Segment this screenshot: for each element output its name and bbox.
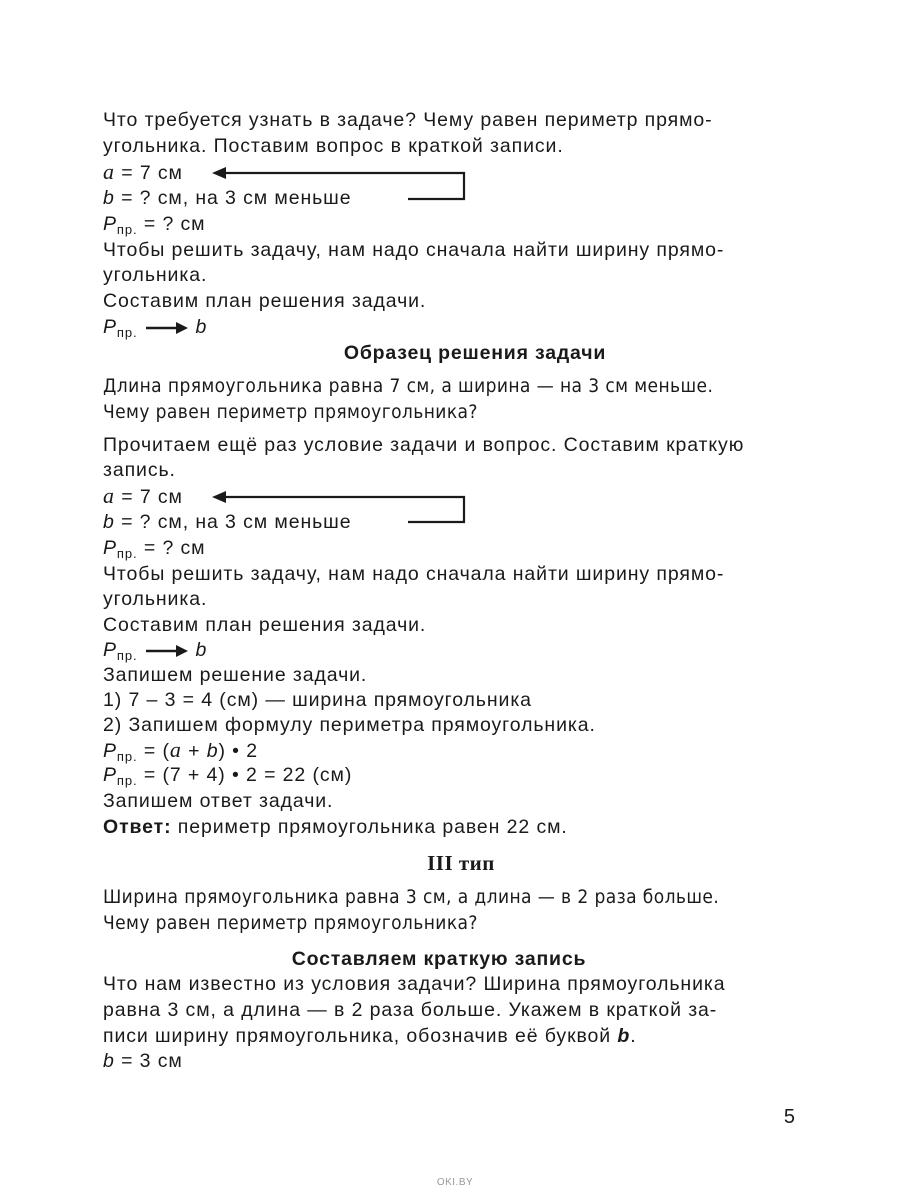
formula-p-sub: пр. — [116, 749, 138, 764]
plan2-line — [103, 638, 207, 662]
note1-p-var: P — [103, 213, 117, 235]
final-line-3-text: писи ширину прямоугольника, обозначив её буквой — [103, 1025, 618, 1047]
note1-p-value: = ? см — [137, 213, 206, 235]
formula-close: ) • 2 — [218, 740, 258, 762]
note1-b-var: b — [103, 187, 115, 209]
task3-line-1: Ширина прямоугольника равна 3 см, а длина — в 2 раза больше. — [103, 886, 720, 908]
watermark: OKI.BY — [436, 1177, 474, 1188]
note1-a-var: a — [103, 159, 115, 184]
note2-b-var: b — [103, 511, 115, 533]
note1-a-value: = 7 см — [114, 162, 183, 184]
para1-line-1: Чтобы решить задачу, нам надо сначала найти ширину прямо- — [103, 239, 725, 261]
solution-step-1: 1) 7 – 3 = 4 (см) — ширина прямоугольника — [103, 689, 532, 711]
plan2-b-var: b — [195, 639, 208, 661]
answer-text: периметр прямоугольника равен 22 см. — [171, 816, 568, 838]
final-line-3 — [103, 1024, 637, 1048]
para2-line-1: Чтобы решить задачу, нам надо сначала найти ширину прямо- — [103, 563, 725, 585]
final-line-2: равна 3 см, а длина — в 2 раза больше. Укажем в краткой за- — [103, 999, 718, 1021]
formula-plus: + — [181, 740, 207, 762]
note1-b-value: = ? см, на 3 см меньше — [114, 187, 352, 209]
note1-p-sub: пр. — [116, 222, 138, 237]
final-line-3-var: b — [617, 1025, 631, 1047]
note2-p-sub: пр. — [116, 546, 138, 561]
final-line-1: Что нам известно из условия задачи? Ширина прямоугольника — [103, 973, 726, 995]
reread-line-1: Прочитаем ещё раз условие задачи и вопрос. Составим краткую — [103, 434, 745, 456]
para2-line-3: Составим план решения задачи. — [103, 614, 427, 636]
solution-intro: Запишем решение задачи. — [103, 664, 368, 686]
note2-p-value: = ? см — [137, 537, 206, 559]
final-b-value: = 3 см — [114, 1050, 183, 1072]
note2-a-var: a — [103, 483, 115, 508]
calc-expression: = (7 + 4) • 2 = 22 (см) — [137, 764, 353, 786]
short-note-heading: Составляем краткую запись — [291, 948, 587, 970]
note2-p-line — [103, 536, 205, 560]
final-line-3-end: . — [630, 1025, 637, 1047]
plan2-arrow-icon — [146, 644, 188, 658]
para1-line-2: угольника. — [103, 264, 208, 286]
note2-b-value: = ? см, на 3 см меньше — [114, 511, 352, 533]
final-b-line — [103, 1049, 183, 1073]
solution-step-2: 2) Запишем формулу периметра прямоугольника. — [103, 714, 596, 736]
para2-line-2: угольника. — [103, 588, 208, 610]
answer-label: Ответ: — [103, 816, 172, 838]
formula-p-var: P — [103, 740, 117, 762]
sample-heading: Образец решения задачи — [343, 342, 607, 364]
plan1-p-sub: пр. — [116, 325, 138, 340]
para1-line-3: Составим план решения задачи. — [103, 290, 427, 312]
perimeter-formula — [103, 738, 258, 763]
plan2-p-sub: пр. — [116, 648, 138, 663]
page-number: 5 — [783, 1106, 795, 1128]
plan1-b-var: b — [195, 316, 208, 338]
note2-a-value: = 7 см — [114, 486, 183, 508]
answer-intro: Запишем ответ задачи. — [103, 790, 334, 812]
final-b-var: b — [103, 1050, 115, 1072]
formula-a-var: a — [169, 737, 182, 762]
note2-p-var: P — [103, 537, 117, 559]
type3-heading: III тип — [427, 851, 495, 875]
intro-line-2: угольника. Поставим вопрос в краткой записи. — [103, 135, 564, 157]
task1-line-2: Чему равен периметр прямоугольника? — [103, 401, 478, 423]
calc-p-sub: пр. — [116, 773, 138, 788]
reread-line-2: запись. — [103, 459, 176, 481]
intro-line-1: Что требуется узнать в задаче? Чему равен периметр прямо- — [103, 109, 713, 131]
perimeter-calculation — [103, 763, 352, 787]
calc-p-var: P — [103, 764, 117, 786]
formula-b-var: b — [206, 740, 219, 762]
task3-line-2: Чему равен периметр прямоугольника? — [103, 912, 478, 934]
formula-open: = ( — [137, 740, 170, 762]
plan2-p-var: P — [103, 639, 117, 661]
task1-line-1: Длина прямоугольника равна 7 см, а ширина — на 3 см меньше. — [103, 375, 714, 397]
answer-line — [103, 815, 568, 839]
plan1-p-var: P — [103, 316, 117, 338]
